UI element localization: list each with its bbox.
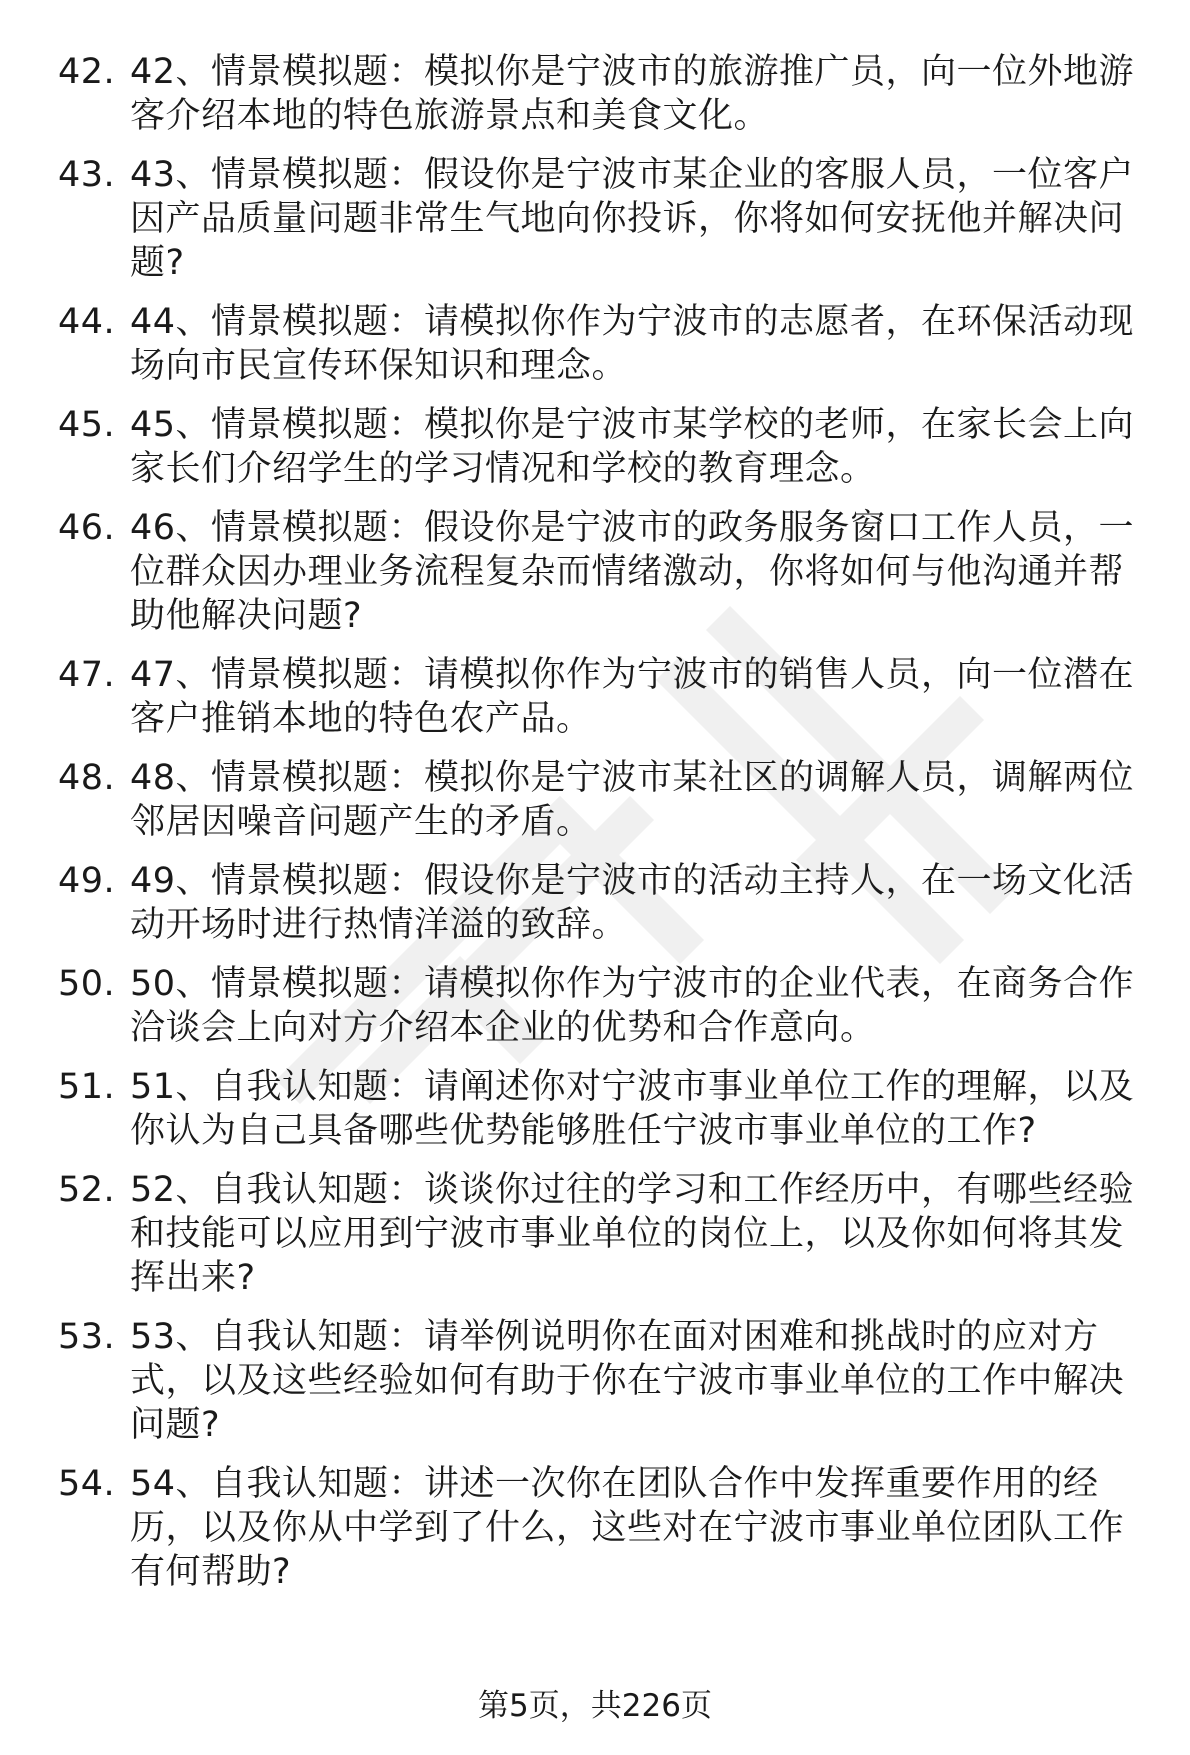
question-text: 47、情景模拟题：请模拟你作为宁波市的销售人员，向一位潜在客户推销本地的特色农产品。 — [130, 655, 1135, 739]
list-item — [58, 1462, 1158, 1594]
list-item — [58, 859, 1158, 947]
question-text: 46、情景模拟题：假设你是宁波市的政务服务窗口工作人员，一位群众因办理业务流程复杂而情绪激动，你将如何与他沟通并帮助他解决问题? — [130, 508, 1135, 636]
list-item — [58, 506, 1158, 638]
question-number: 50. — [58, 964, 116, 1004]
question-text: 50、情景模拟题：请模拟你作为宁波市的企业代表，在商务合作洽谈会上向对方介绍本企业的优势和合作意向。 — [130, 964, 1135, 1048]
list-item — [58, 1065, 1158, 1153]
question-text: 45、情景模拟题：模拟你是宁波市某学校的老师，在家长会上向家长们介绍学生的学习情况和学校的教育理念。 — [130, 405, 1135, 489]
question-text: 44、情景模拟题：请模拟你作为宁波市的志愿者，在环保活动现场向市民宣传环保知识和理念。 — [130, 302, 1135, 386]
question-number: 52. — [58, 1170, 116, 1210]
question-number: 46. — [58, 508, 116, 548]
question-number: 49. — [58, 861, 116, 901]
list-item — [58, 300, 1158, 388]
question-text: 54、自我认知题：讲述一次你在团队合作中发挥重要作用的经历，以及你从中学到了什么，这些对在宁波市事业单位团队工作有何帮助? — [130, 1464, 1125, 1592]
question-text: 48、情景模拟题：模拟你是宁波市某社区的调解人员，调解两位邻居因噪音问题产生的矛盾。 — [130, 758, 1135, 842]
list-item — [58, 153, 1158, 285]
question-text: 49、情景模拟题：假设你是宁波市的活动主持人，在一场文化活动开场时进行热情洋溢的致辞。 — [130, 861, 1135, 945]
list-item — [58, 50, 1158, 138]
list-item — [58, 1315, 1158, 1447]
question-text: 53、自我认知题：请举例说明你在面对困难和挑战时的应对方式，以及这些经验如何有助于你在宁波市事业单位的工作中解决问题? — [130, 1317, 1125, 1445]
question-number: 51. — [58, 1067, 116, 1107]
list-item — [58, 756, 1158, 844]
list-item — [58, 1168, 1158, 1300]
question-number: 44. — [58, 302, 116, 342]
question-text: 42、情景模拟题：模拟你是宁波市的旅游推广员，向一位外地游客介绍本地的特色旅游景点和美食文化。 — [130, 52, 1135, 136]
list-item — [58, 403, 1158, 491]
question-text: 51、自我认知题：请阐述你对宁波市事业单位工作的理解，以及你认为自己具备哪些优势能够胜任宁波市事业单位的工作? — [130, 1067, 1135, 1151]
question-number: 54. — [58, 1464, 116, 1504]
question-number: 48. — [58, 758, 116, 798]
list-item — [58, 653, 1158, 741]
question-number: 45. — [58, 405, 116, 445]
question-text: 43、情景模拟题：假设你是宁波市某企业的客服人员，一位客户因产品质量问题非常生气地向你投诉，你将如何安抚他并解决问题? — [130, 155, 1135, 283]
question-number: 42. — [58, 52, 116, 92]
question-text: 52、自我认知题：谈谈你过往的学习和工作经历中，有哪些经验和技能可以应用到宁波市事业单位的岗位上，以及你如何将其发挥出来? — [130, 1170, 1135, 1298]
list-item — [58, 962, 1158, 1050]
question-list — [58, 50, 1158, 1609]
question-number: 43. — [58, 155, 116, 195]
question-number: 47. — [58, 655, 116, 695]
page-footer: 第5页，共226页 — [478, 1688, 712, 1724]
question-number: 53. — [58, 1317, 116, 1357]
